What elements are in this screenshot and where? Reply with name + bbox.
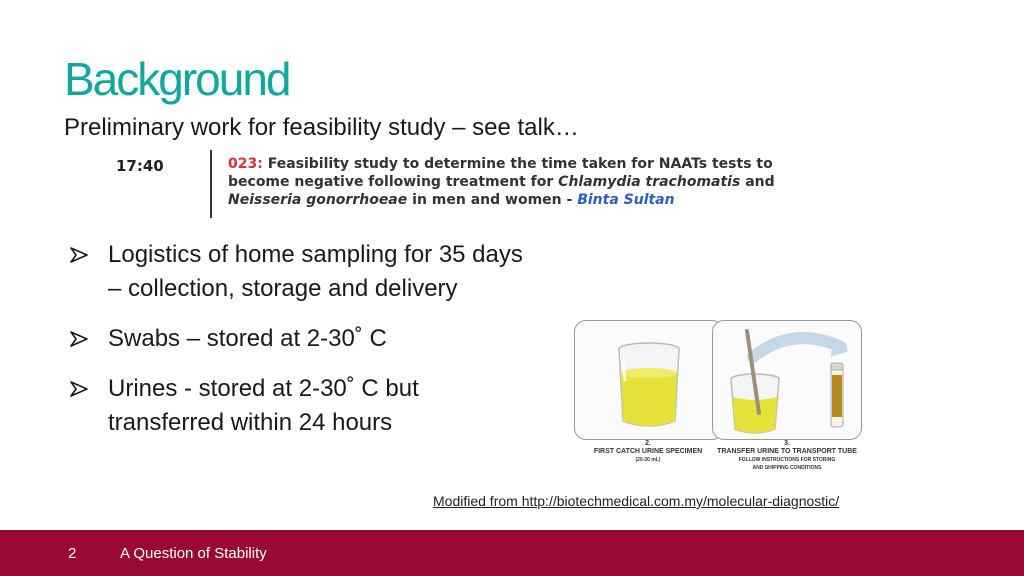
page-number: 2 bbox=[68, 545, 77, 562]
step-3-sub-2: AND SHIPPING CONDITIONS bbox=[752, 465, 822, 471]
footer-bar bbox=[0, 530, 1024, 576]
footer-text: A Question of Stability bbox=[120, 545, 267, 562]
step-3-sub-1: FOLLOW INSTRUCTIONS FOR STORING bbox=[738, 457, 836, 463]
urine-cup-icon bbox=[575, 321, 723, 439]
transfer-tube-icon bbox=[713, 321, 861, 439]
bullet-item bbox=[70, 372, 540, 440]
talk-line2: become negative following treatment for bbox=[228, 174, 554, 190]
arrow-bullet-icon bbox=[70, 322, 94, 356]
talk-code: 023: bbox=[228, 156, 263, 172]
bullet-text: Logistics of home sampling for 35 days – collection, storage and delivery bbox=[108, 241, 523, 302]
step-2-number: 2. bbox=[645, 440, 651, 447]
bullet-item bbox=[70, 238, 540, 306]
talk-excerpt bbox=[110, 150, 870, 220]
arrow-bullet-icon bbox=[70, 372, 94, 406]
bullet-list bbox=[70, 238, 540, 456]
step-3-number: 3. bbox=[784, 440, 790, 447]
step-2-caption bbox=[568, 440, 728, 464]
step-2-sub: (20-30 mL) bbox=[635, 457, 661, 463]
talk-description bbox=[228, 155, 878, 209]
talk-line2-end: and bbox=[745, 174, 775, 190]
bullet-text: Urines - stored at 2-30˚ C but transferred within 24 hours bbox=[108, 375, 419, 436]
talk-time: 17:40 bbox=[116, 157, 164, 175]
talk-line3: in men and women - bbox=[412, 192, 573, 208]
arrow-bullet-icon bbox=[70, 238, 94, 272]
bullet-item bbox=[70, 322, 540, 356]
talk-organism-1: Chlamydia trachomatis bbox=[558, 174, 741, 190]
transfer-panel bbox=[712, 320, 862, 440]
step-3-title: TRANSFER URINE TO TRANSPORT TUBE bbox=[717, 448, 857, 455]
source-link[interactable]: Modified from http://biotechmedical.com.my/molecular-diagnostic/ bbox=[433, 493, 840, 509]
talk-author: Binta Sultan bbox=[577, 192, 675, 208]
urine-cup-panel bbox=[574, 320, 724, 440]
talk-divider bbox=[210, 150, 212, 218]
step-2-title: FIRST CATCH URINE SPECIMEN bbox=[593, 448, 703, 455]
talk-organism-2: Neisseria gonorrhoeae bbox=[228, 192, 408, 208]
slide-title: Background bbox=[64, 53, 290, 105]
sampling-figure bbox=[562, 318, 872, 478]
slide-subtitle: Preliminary work for feasibility study – see talk… bbox=[64, 114, 579, 141]
step-3-caption bbox=[707, 440, 867, 472]
bullet-text: Swabs – stored at 2-30˚ C bbox=[108, 325, 387, 352]
talk-line1: Feasibility study to determine the time taken for NAATs tests to bbox=[267, 156, 773, 172]
